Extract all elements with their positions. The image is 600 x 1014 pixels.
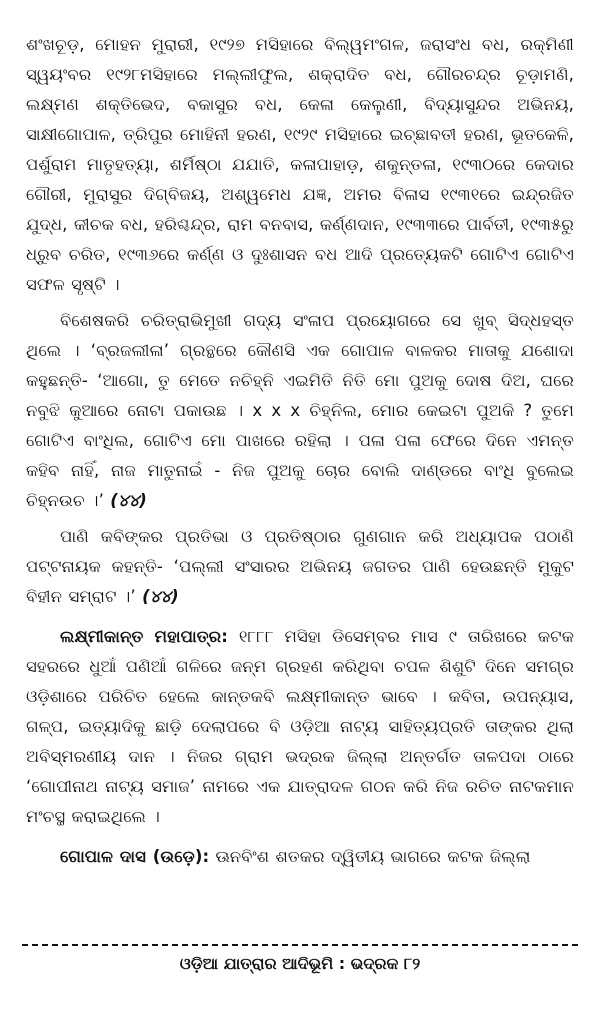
citation-ref: (୪୪): [110, 491, 147, 510]
person-heading-gopal-das: ଗୋପାଳ ଦାସ (ଉଡ଼େ):: [60, 847, 210, 866]
paragraph-lakshmikanta-text: ୧୮୮୮ ମସିହା ଡିସେମ୍ବର ମାସ ୯ ତାରିଖରେ କଟକ ସହରରେ ଧୁଆଁ ପଣିଆଁ ଗଳିରେ ଜନ୍ମ ଗ୍ରହଣ କରିଥିବା ଚପଳ ଶିଶୁଟି ଦିନେ ସମଗ୍ର ଓଡ଼ିଶାରେ ପରିଚିତ ହେଲେ କାନ୍ତକବି ଲକ୍ଷ୍ମୀକାନ୍ତ ଭାବେ । କବିତା, ଉପନ୍ୟାସ, ଗଳ୍ପ, ଇତ୍ୟାଦିକୁ ଛାଡ଼ି ଦେଲାପରେ ବି ଓଡ଼ିଆ ନାଟ୍ୟ ସାହିତ୍ୟପ୍ରତି ତାଙ୍କର ଥିଲା ଅବିସ୍ମରଣୀୟ ଦାନ । ନିଜର ଗ୍ରାମ ଭଦ୍ରକ ଜିଲ୍ଲା ଅନ୍ତର୍ଗତ ତାଳପଦା ଠାରେ ‘ଗୋପୀନାଥ ନାଟ୍ୟ ସମାଜ’ ନାମରେ ଏକ ଯାତ୍ରାଦଳ ଗଠନ କରି ନିଜ ରଚିତ ନାଟକମାନ ମଂଚସ୍ଥ କରାଇଥିଲେ ।: [26, 627, 574, 826]
paragraph-play-list: ଶଂଖଚୂଡ଼, ମୋହନ ମୁରାରୀ, ୧୯୨୭ ମସିହାରେ ବିଲ୍ୱମଂଗଳ, ଜରାସଂଧ ବଧ, ରକ୍ମିଣୀ ସ୍ୱୟଂବର ୧୯୨୮ମସିହାରେ ମଲ୍ଲୀଫୁଲ, ଶକ୍ରାଦିତ ବଧ, ଗୌରଚନ୍ଦ୍ର ଚୂଡ଼ାମଣି, ଲକ୍ଷ୍ମଣ ଶକ୍ତିଭେଦ, ବକାସୁର ବଧ, କେଳା କେଲୁଣୀ, ବିଦ୍ୟାସୁନ୍ଦର ଅଭିନୟ, ସାକ୍ଷୀଗୋପାଳ, ତ୍ରିପୁର ମୋହିନୀ ହରଣ, ୧୯୨୯ ମସିହାରେ ଇଚ୍ଛାବତୀ ହରଣ, ଭୂତକେଳି, ପର୍ଶୁରାମ ମାତୃହତ୍ୟା, ଶର୍ମିଷ୍ଠା ଯଯାତି, କଳାପାହାଡ଼, ଶକୁନ୍ତଳା, ୧୯୩୦ରେ କେଦାର ଗୌରୀ, ମୁରାସୁର ଦିଗ୍‌ବିଜୟ, ଅଶ୍ୱମେଧ ଯଜ୍ଞ, ଅମର ବିଳାସ ୧୯୩୧ରେ ଇନ୍ଦ୍ରଜିତ ଯୁଦ୍ଧ, କୀଚକ ବଧ, ହରିଶ୍ଚନ୍ଦ୍ର, ରାମ ବନବାସ, କର୍ଣ୍ଣଦାନ, ୧୯୩୩ରେ ପାର୍ବତୀ, ୧୯୩୫ରୁ ଧ୍ରୁବ ଚରିତ, ୧୯୩୬ରେ କର୍ଣ୍ଣ ଓ ଦୁଃଶାସନ ବଧ ଆଦି ପ୍ରତ୍ୟେକଟି ଗୋଟିଏ ଗୋଟିଏ ସଫଳ ସୃଷ୍ଟି ।: [26, 35, 574, 294]
paragraph-lakshmikanta: [26, 622, 574, 832]
running-footer: ଓଡ଼ିଆ ଯାତ୍ରାର ଆଦିଭୂମି : ଭଦ୍ରକ ୮୨: [179, 954, 421, 973]
paragraph-gopal-das: [26, 842, 574, 872]
footer-dashed-rule: [22, 944, 578, 946]
paragraph-dialogue-text: ବିଶେଷକରି ଚରିତ୍ରାଭିମୁଖୀ ଗଦ୍ୟ ସଂଳାପ ପ୍ରୟୋଗରେ ସେ ଖୁବ୍ ସିଦ୍ଧହସ୍ତ ଥିଲେ । ‘ବ୍ରଜଲୀଳା’ ଗ୍ରନ୍ଥରେ କୌଣସି ଏକ ଗୋପାଳ ବାଳକର ମାତାକୁ ଯଶୋଦା କହୁଛନ୍ତି- ‘ଆଗୋ, ତୁ ମେତେ ନଚିହ୍ନି ଏଇମିତି ନିତି ମୋ ପୁଅକୁ ଦୋଷ ଦିଅ, ଘରେ ନବୁଝି କୁଆରେ ନୋଟା ପକାଉଛ । x x x ଚିହ୍ନିଲ, ମୋର କେଇଟା ପୁଅକି ? ତୁମେ ଗୋଟିଏ ବାଂଧିଲ, ଗୋଟିଏ ମୋ ପାଖରେ ରହିଲା । ପଳା ପଳା ଫେରେ ଦିନେ ଏମନ୍ତ କହିବ ନାହିଁ, ନାଜ ମାତୁନାଇଁ - ନିଜ ପୁଅକୁ ଚୋର ବୋଲି ଦାଣ୍ଡରେ ବାଂଧି ବୁଲେଇ ଚିହ୍ନଉଚ ।’: [26, 311, 574, 510]
paragraph-gopal-das-text: ଊନବିଂଶ ଶତକର ଦ୍ୱିତୀୟ ଭାଗରେ କଟକ ଜିଲ୍ଲା: [209, 847, 531, 866]
citation-ref: (୪୪): [142, 587, 179, 606]
person-heading-lakshmikanta: ଲକ୍ଷ୍ମୀକାନ୍ତ ମହାପାତ୍ର:: [60, 627, 228, 646]
paragraph-dialogue-skill: [26, 306, 574, 516]
paragraph-pani-tribute: [26, 522, 574, 612]
paragraph-tribute-text: ପାଣି କବିଙ୍କର ପ୍ରତିଭା ଓ ପ୍ରତିଷ୍ଠାର ଗୁଣଗାନ କରି ଅଧ୍ୟାପକ ପଠାଣି ପଟ୍ଟନାୟକ କହନ୍ତି- ‘ପଲ୍ଲୀ ସଂସାରର ଅଭିନୟ ଜଗତର ପାଣି ହେଉଛନ୍ତି ମୁକୁଟ ବିହୀନ ସମ୍ରାଟ ।’: [26, 527, 574, 606]
